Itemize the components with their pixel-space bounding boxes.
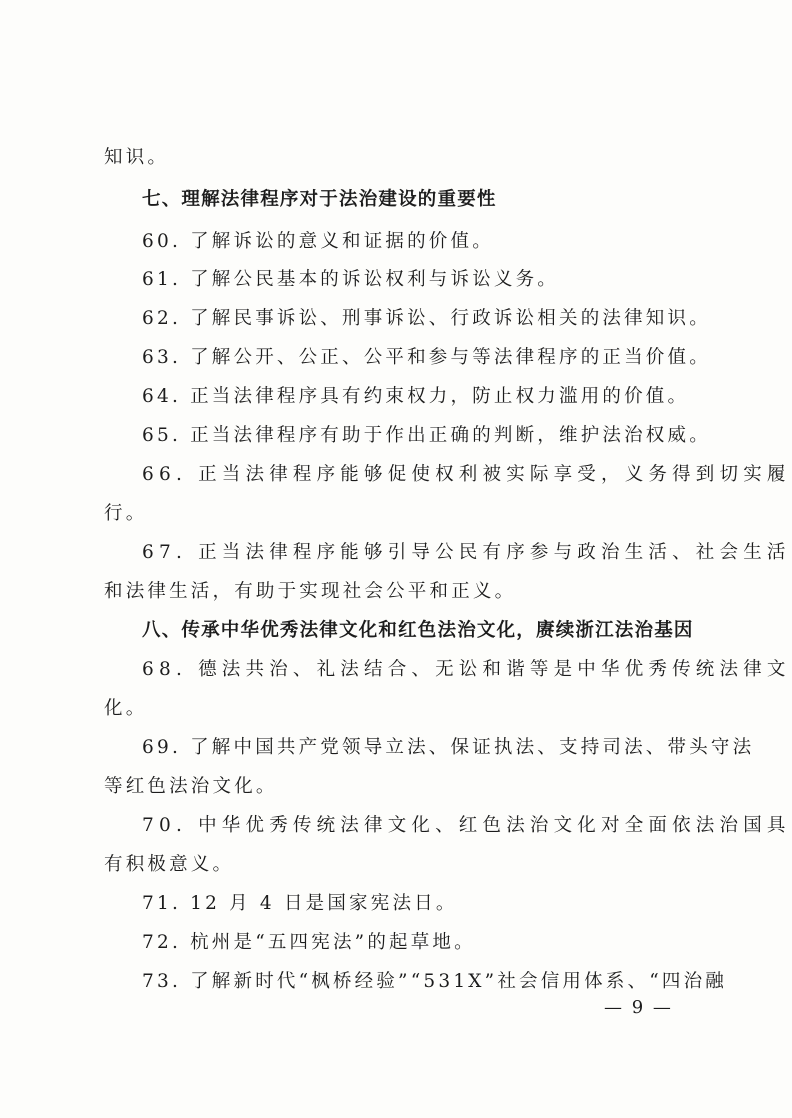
item-71: 71. 12 月 4 日是国家宪法日。 bbox=[142, 893, 458, 914]
section-heading-7: 七、理解法律程序对于法治建设的重要性 bbox=[142, 189, 497, 210]
item-70-line-2: 有积极意义。 bbox=[104, 854, 235, 875]
item-66-line-1: 66. 正当法律程序能够促使权利被实际享受，义务得到切实履 bbox=[142, 464, 791, 485]
item-68-line-1: 68. 德法共治、礼法结合、无讼和谐等是中华优秀传统法律文 bbox=[142, 659, 791, 680]
item-63: 63. 了解公开、公正、公平和参与等法律程序的正当价值。 bbox=[142, 347, 711, 368]
item-67-line-1: 67. 正当法律程序能够引导公民有序参与政治生活、社会生活 bbox=[142, 542, 791, 563]
item-66-line-2: 行。 bbox=[104, 503, 148, 524]
item-73-line-1: 73. 了解新时代“枫桥经验”“531X”社会信用体系、“四治融 bbox=[142, 971, 727, 992]
item-62: 62. 了解民事诉讼、刑事诉讼、行政诉讼相关的法律知识。 bbox=[142, 308, 711, 329]
item-69-line-1: 69. 了解中国共产党领导立法、保证执法、支持司法、带头守法 bbox=[142, 737, 755, 758]
item-60: 60. 了解诉讼的意义和证据的价值。 bbox=[142, 231, 494, 252]
item-64: 64. 正当法律程序具有约束权力，防止权力滥用的价值。 bbox=[142, 386, 690, 407]
item-72: 72. 杭州是“五四宪法”的起草地。 bbox=[142, 932, 476, 953]
text-line-continuation-1: 知识。 bbox=[104, 147, 170, 168]
item-68-line-2: 化。 bbox=[104, 698, 148, 719]
item-70-line-1: 70. 中华优秀传统法律文化、红色法治文化对全面依法治国具 bbox=[142, 815, 791, 836]
item-67-line-2: 和法律生活，有助于实现社会公平和正义。 bbox=[104, 581, 517, 602]
item-65: 65. 正当法律程序有助于作出正确的判断，维护法治权威。 bbox=[142, 425, 711, 446]
item-69-line-2: 等红色法治文化。 bbox=[104, 776, 278, 797]
page-number: — 9 — bbox=[604, 997, 673, 1018]
section-heading-8: 八、传承中华优秀法律文化和红色法治文化，赓续浙江法治基因 bbox=[142, 620, 694, 641]
item-61: 61. 了解公民基本的诉讼权利与诉讼义务。 bbox=[142, 269, 560, 290]
